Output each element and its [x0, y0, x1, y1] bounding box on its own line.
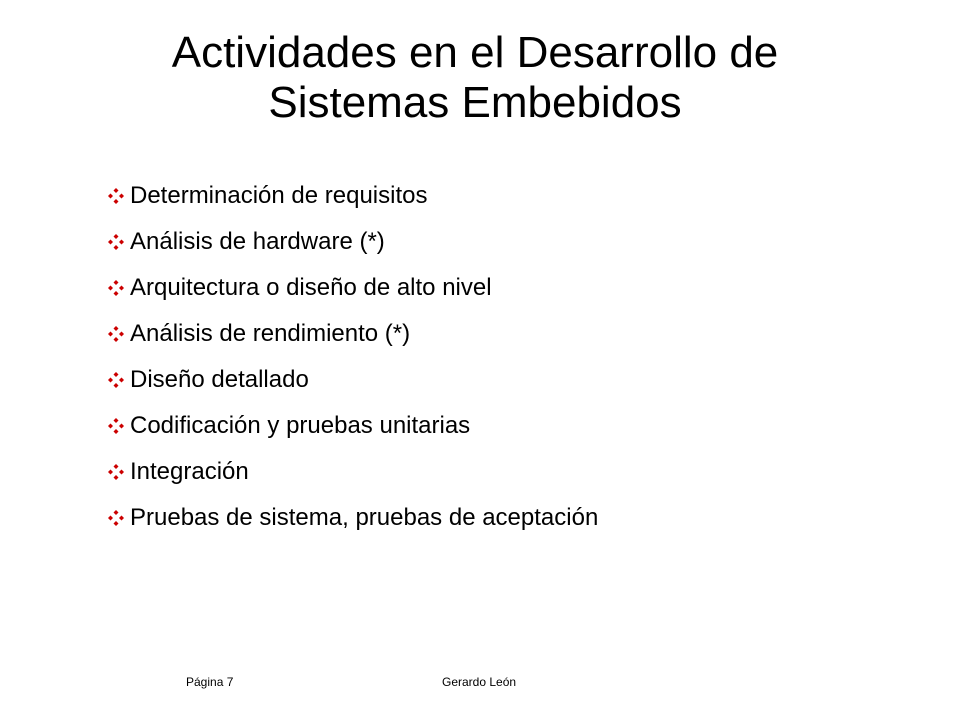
diamond-bullet-icon	[106, 508, 126, 528]
bullet-label: Integración	[130, 458, 249, 485]
bullet-item	[106, 357, 906, 403]
bullet-label: Análisis de hardware (*)	[130, 228, 385, 255]
slide-title	[80, 28, 870, 128]
bullet-item	[106, 265, 906, 311]
slide-title-line-2: Sistemas Embebidos	[268, 78, 682, 127]
bullet-label: Pruebas de sistema, pruebas de aceptación	[130, 504, 599, 531]
bullet-label: Codificación y pruebas unitarias	[130, 412, 471, 439]
diamond-bullet-icon	[106, 462, 126, 482]
footer-author: Gerardo León	[442, 675, 517, 689]
diamond-bullet-icon	[106, 324, 126, 344]
bullet-item	[106, 449, 906, 495]
diamond-bullet-icon	[106, 370, 126, 390]
bullet-item	[106, 495, 906, 541]
bullet-item	[106, 311, 906, 357]
diamond-bullet-icon	[106, 186, 126, 206]
diamond-bullet-icon	[106, 232, 126, 252]
bullet-label: Arquitectura o diseño de alto nivel	[130, 274, 492, 301]
bullet-item	[106, 403, 906, 449]
bullet-label: Análisis de rendimiento (*)	[130, 320, 411, 347]
slide-title-line-1: Actividades en el Desarrollo de	[171, 28, 779, 77]
bullet-label: Diseño detallado	[130, 366, 309, 393]
bullet-list	[106, 173, 906, 541]
bullet-item	[106, 219, 906, 265]
bullet-label: Determinación de requisitos	[130, 182, 428, 209]
diamond-bullet-icon	[106, 278, 126, 298]
footer-page-number: Página 7	[186, 675, 234, 689]
diamond-bullet-icon	[106, 416, 126, 436]
bullet-item	[106, 173, 906, 219]
